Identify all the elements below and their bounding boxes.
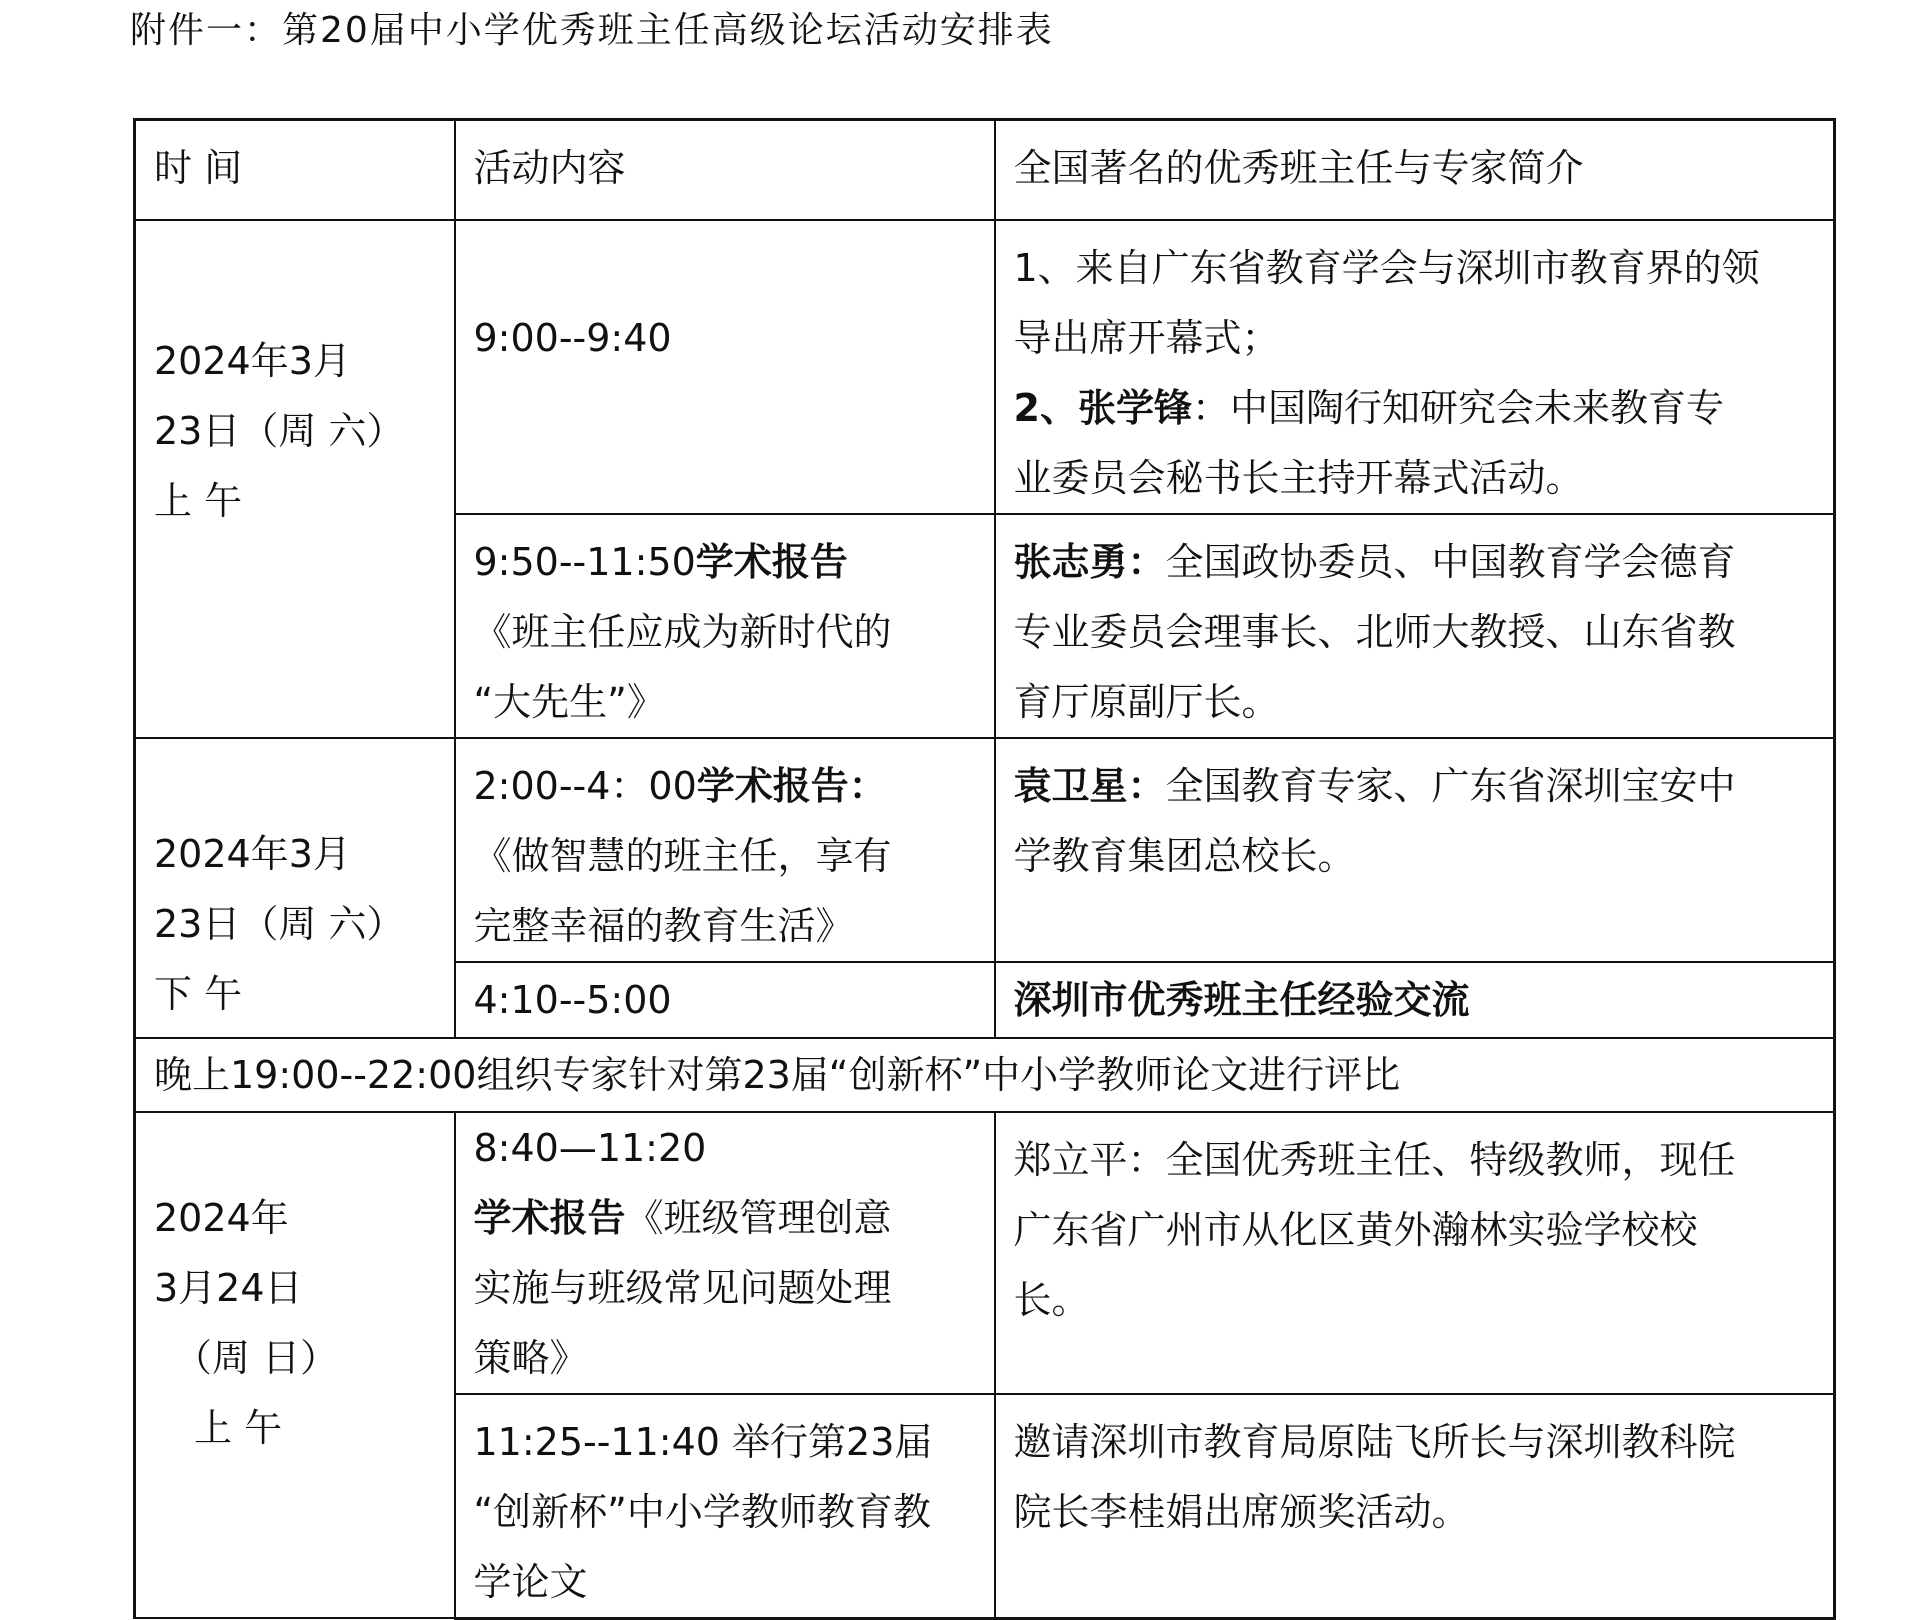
expert-text: 全国政协委员、中国教育学会德育 [1165,539,1736,584]
day1-am-date [135,220,455,738]
activity-time: 2:00--4：00 [473,763,697,808]
activity-time: 4:10--5:00 [473,977,672,1022]
date-line: 下 午 [154,971,243,1016]
expert-text: ：中国陶行知研究会未来教育专 [1191,385,1724,430]
expert-name: 袁卫星： [1013,763,1166,808]
date-line: 23日（周 六） [154,409,405,453]
activity-cell [455,1394,995,1619]
schedule-table [133,118,1836,1620]
activity-text: 学论文 [473,1559,588,1604]
expert-text: 专业委员会理事长、北师大教授、山东省教 [1013,609,1736,654]
expert-text: 全国教育专家、广东省深圳宝安中 [1165,763,1736,808]
expert-cell [995,514,1835,738]
expert-cell [995,1112,1835,1394]
expert-cell [995,220,1835,514]
activity-topic: 策略》 [473,1335,588,1380]
expert-text: 学教育集团总校长。 [1013,833,1356,878]
expert-text: 广东省广州市从化区黄外瀚林实验学校校 [1013,1207,1698,1252]
evening-row [135,1038,1835,1112]
date-line: 2024年3月 [154,339,351,383]
date-line: 上 午 [194,1405,283,1450]
expert-text: 导出席开幕式； [1013,315,1280,360]
activity-topic: 《班级管理创意 [625,1195,892,1240]
expert-text: 业委员会秘书长主持开幕式活动。 [1013,455,1584,500]
expert-text: 1、来自广东省教育学会与深圳市教育界的领 [1013,245,1760,290]
date-line: 2024年 [154,1195,289,1240]
day1-pm-row1 [135,738,1835,962]
expert-name: 2、张学锋 [1013,385,1192,430]
header-row [135,120,1835,220]
evening-cell [135,1038,1835,1112]
day1-am-row1 [135,220,1835,514]
activity-topic: 《班主任应成为新时代的 [473,609,892,654]
activity-cell [455,1112,995,1394]
expert-text: 院长李桂娟出席颁奖活动。 [1013,1489,1470,1534]
evening-text: 晚上19:00--22:00组织专家针对第23届“创新杯”中小学教师论文进行评比 [154,1052,1401,1097]
activity-time: 9:00--9:40 [473,315,672,360]
activity-time: 9:50--11:50 [473,539,696,584]
header-activity: 活动内容 [455,120,995,220]
activity-cell [455,962,995,1038]
activity-text: “创新杯”中小学教师教育教 [473,1489,931,1534]
expert-cell [995,962,1835,1038]
activity-cell [455,220,995,514]
expert-text: 育厅原副厅长。 [1013,679,1280,724]
date-line: 23日（周 六） [154,901,405,946]
header-time: 时 间 [135,120,455,220]
expert-cell [995,1394,1835,1619]
expert-cell [995,738,1835,962]
activity-cell [455,514,995,738]
activity-time: 8:40—11:20 [473,1125,707,1170]
date-line: 2024年3月 [154,831,351,876]
day2-am-date [135,1112,455,1619]
day1-pm-date [135,738,455,1038]
expert-name: 张志勇： [1013,539,1166,584]
expert-text: 深圳市优秀班主任经验交流 [1013,977,1470,1022]
activity-label: 学术报告 [695,539,848,584]
date-line: （周 日） [174,1335,339,1380]
activity-topic: 完整幸福的教育生活》 [473,903,854,948]
activity-topic: 《做智慧的班主任，享有 [473,833,892,878]
expert-text: 郑立平：全国优秀班主任、特级教师，现任 [1013,1137,1736,1182]
expert-text: 长。 [1013,1277,1090,1322]
activity-label: 学术报告 [473,1195,626,1240]
date-line: 上 午 [154,479,243,523]
activity-label: 学术报告： [696,763,887,808]
activity-text: 11:25--11:40 举行第23届 [473,1419,933,1464]
header-experts: 全国著名的优秀班主任与专家简介 [995,120,1835,220]
activity-topic: “大先生”》 [473,679,665,724]
date-line: 3月24日 [154,1265,303,1310]
activity-topic: 实施与班级常见问题处理 [473,1265,892,1310]
expert-text: 邀请深圳市教育局原陆飞所长与深圳教科院 [1013,1419,1736,1464]
document-title: 附件一：第20届中小学优秀班主任高级论坛活动安排表 [130,10,1054,51]
day2-am-row1 [135,1112,1835,1394]
activity-cell [455,738,995,962]
